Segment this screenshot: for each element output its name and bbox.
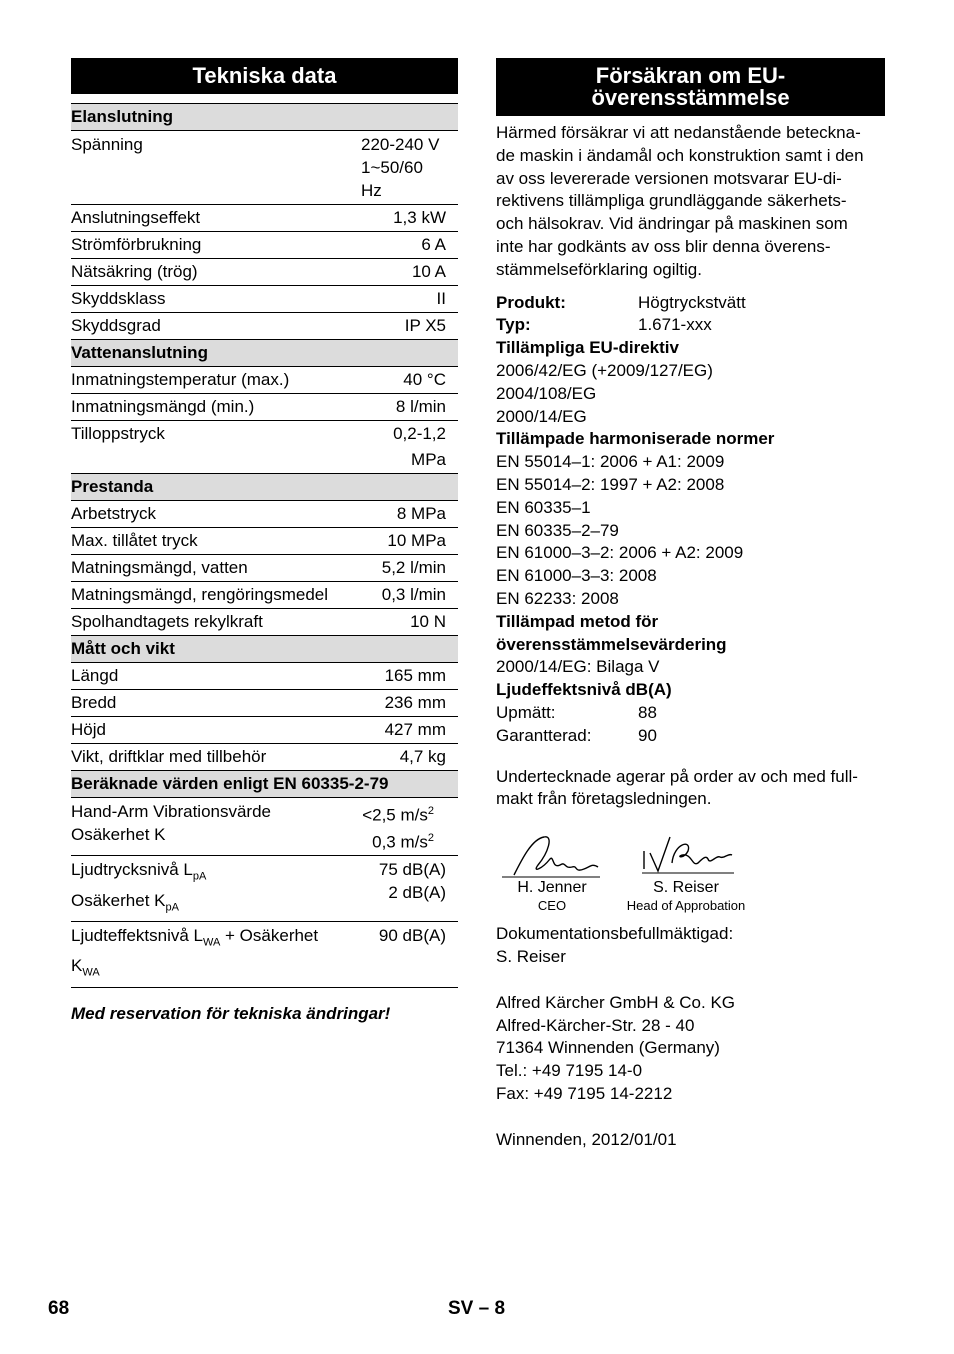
method-value: 2000/14/EG: Bilaga V <box>496 657 660 677</box>
technical-changes-note: Med reservation för tekniska ändringar! <box>71 1003 391 1023</box>
section-header-label: Beräknade värden enligt EN 60335-2-79 <box>71 771 458 798</box>
doc-name: S. Reiser <box>496 946 566 966</box>
text-line: EN 60335–2–79 <box>496 520 619 540</box>
table-row <box>71 232 458 259</box>
eu-declaration-title: Försäkran om EU- överensstämmelse <box>496 58 885 116</box>
norms-header: Tillämpade harmoniserade normer <box>496 429 775 449</box>
table-row <box>71 286 458 313</box>
technical-data-title: Tekniska data <box>71 58 458 94</box>
product-info <box>496 292 885 748</box>
spec-label: Bredd <box>71 690 361 717</box>
doc-label: Dokumentationsbefullmäktigad: <box>496 924 734 944</box>
table-row <box>71 663 458 690</box>
spec-value: 10 N <box>361 609 458 636</box>
text-line: stämmelseförklaring ogiltig. <box>496 259 702 279</box>
company-address <box>496 992 885 1106</box>
spec-label: Strömförbrukning <box>71 232 361 259</box>
section-header <box>71 771 458 798</box>
spec-label: Höjd <box>71 717 361 744</box>
signatures <box>496 829 885 919</box>
section-header-label: Vattenanslutning <box>71 340 458 367</box>
text-line: Alfred Kärcher GmbH & Co. KG <box>496 992 736 1012</box>
spec-value: 40 °C <box>361 367 458 394</box>
table-row <box>71 717 458 744</box>
text-line: makt från företagsledningen. <box>496 789 712 809</box>
section-header <box>71 474 458 501</box>
spec-label: Tilloppstryck <box>71 421 361 474</box>
spec-label: Skyddsgrad <box>71 313 361 340</box>
declaration-intro <box>496 122 885 282</box>
section-header-label: Prestanda <box>71 474 458 501</box>
signer-reiser: S. Reiser Head of Approbation <box>626 879 746 914</box>
spec-label: Anslutningseffekt <box>71 205 361 232</box>
spec-value: 0,2-1,2 MPa <box>361 421 458 474</box>
norms-list <box>496 451 885 611</box>
table-row <box>71 856 458 922</box>
text-line: Undertecknade agerar på order av och med full- <box>496 766 858 786</box>
table-row <box>71 528 458 555</box>
text-line: Alfred-Kärcher-Str. 28 - 40 <box>496 1015 695 1035</box>
table-row <box>71 313 458 340</box>
text-line: EN 55014–1: 2006 + A1: 2009 <box>496 452 725 472</box>
sound-pressure-value: 75 dB(A) <box>378 860 446 880</box>
technical-data-column <box>71 58 458 1024</box>
page-number: 68 <box>48 1298 70 1319</box>
uncertainty-kpa-label: Osäkerhet $K_{pA}$ <box>71 890 179 914</box>
text-line: Tel.: +49 7195 14-0 <box>496 1061 643 1081</box>
text-line: Härmed försäkrar vi att nedanstående beteckna- <box>496 123 861 142</box>
table-row <box>71 798 458 856</box>
table-row <box>71 421 458 474</box>
spec-label: Inmatningstemperatur (max.) <box>71 367 361 394</box>
section-header-label: Elanslutning <box>71 104 458 131</box>
measured-row: Upmätt: 88 <box>496 702 657 722</box>
type-row: Typ: 1.671-xxx <box>496 315 712 335</box>
guaranteed-row: Garantterad: 90 <box>496 725 657 745</box>
spec-value: 0,3 l/min <box>361 582 458 609</box>
spec-label: Längd <box>71 663 361 690</box>
spec-value: 8 l/min <box>361 394 458 421</box>
vibration-label: Hand-Arm Vibrationsvärde <box>71 802 271 821</box>
text-line: EN 62233: 2008 <box>496 588 619 608</box>
spec-value: II <box>361 286 458 313</box>
directives-list <box>496 360 885 428</box>
table-row <box>71 367 458 394</box>
spec-label: Matningsmängd, rengöringsmedel <box>71 582 361 609</box>
section-label: SV – 8 <box>448 1298 506 1319</box>
table-row <box>71 690 458 717</box>
uncertainty-k-value: 0,3 $m/s^2$ <box>372 831 434 852</box>
text-line: rektivens tillämpliga grundläggande säkerhets- <box>496 191 847 211</box>
spec-label: Vikt, driftklar med tillbehör <box>71 744 361 771</box>
table-row <box>71 131 458 205</box>
spec-value: IP X5 <box>361 313 458 340</box>
sound-power-k-label: $K_{WA}$ <box>71 956 100 979</box>
spec-label: Inmatningsmängd (min.) <box>71 394 361 421</box>
text-line: inte har godkänts av oss blir denna överens- <box>496 236 831 256</box>
spec-value: 220-240 V 1~50/60 Hz <box>361 131 458 205</box>
table-row <box>71 259 458 286</box>
spec-label: Spolhandtagets rekylkraft <box>71 609 361 636</box>
table-row <box>71 394 458 421</box>
text-line: 71364 Winnenden (Germany) <box>496 1038 720 1058</box>
section-header <box>71 636 458 663</box>
uncertainty-kpa-value: 2 dB(A) <box>388 883 446 903</box>
spec-label: Arbetstryck <box>71 501 361 528</box>
directives-header: Tillämpliga EU-direktiv <box>496 338 679 358</box>
eu-declaration-column <box>496 58 885 1151</box>
spec-label: Nätsäkring (trög) <box>71 259 361 286</box>
table-row <box>71 922 458 988</box>
text-line: EN 60335–1 <box>496 497 591 517</box>
table-row <box>71 555 458 582</box>
sound-power-value: 90 dB(A) <box>378 926 446 946</box>
text-line: EN 55014–2: 1997 + A2: 2008 <box>496 474 725 494</box>
spec-label: Skyddsklass <box>71 286 361 313</box>
section-header <box>71 340 458 367</box>
text-line: 2006/42/EG (+2009/127/EG) <box>496 360 713 380</box>
table-row <box>71 501 458 528</box>
text-line: EN 61000–3–2: 2006 + A2: 2009 <box>496 543 744 563</box>
text-line: av oss levererade versionen motsvarar EU-di- <box>496 168 842 188</box>
sound-header: Ljudeffektsnivå dB(A) <box>496 680 672 700</box>
text-line: och hälsokrav. Vid ändringar på maskinen som <box>496 214 848 234</box>
spec-value: 165 mm <box>361 663 458 690</box>
spec-value: 6 A <box>361 232 458 259</box>
spec-value: 10 A <box>361 259 458 286</box>
signers-text <box>496 766 885 812</box>
spec-value: 5,2 l/min <box>361 555 458 582</box>
spec-value: 10 MPa <box>361 528 458 555</box>
spec-label: Spänning <box>71 131 361 205</box>
sound-power-label: Ljudteffektsnivå $L_{WA}$ + Osäkerhet <box>71 926 319 949</box>
text-line: 2004/108/EG <box>496 383 597 403</box>
uncertainty-k-label: Osäkerhet K <box>71 825 166 844</box>
table-row <box>71 205 458 232</box>
section-header-label: Mått och vikt <box>71 636 458 663</box>
table-row <box>71 609 458 636</box>
table-row <box>71 582 458 609</box>
section-header <box>71 104 458 131</box>
product-row: Produkt: Högtryckstvätt <box>496 292 746 312</box>
spec-value: 1,3 kW <box>361 205 458 232</box>
text-line: de maskin i ändamål och konstruktion samt i den <box>496 145 864 165</box>
spec-value: 4,7 kg <box>361 744 458 771</box>
table-row <box>71 744 458 771</box>
technical-data-table <box>71 103 458 988</box>
spec-label: Max. tillåtet tryck <box>71 528 361 555</box>
spec-value: 236 mm <box>361 690 458 717</box>
spec-value: 8 MPa <box>361 501 458 528</box>
signer-jenner: H. Jenner CEO <box>517 879 587 914</box>
method-header: Tillämpad metod för överensstämmelsevärdering <box>496 611 727 654</box>
text-line: EN 61000–3–3: 2008 <box>496 566 657 586</box>
spec-value: 427 mm <box>361 717 458 744</box>
vibration-value: <2,5 $m/s^2$ <box>362 805 434 825</box>
text-line: Fax: +49 7195 14-2212 <box>496 1083 673 1103</box>
spec-label: Matningsmängd, vatten <box>71 555 361 582</box>
sound-pressure-label: Ljudtrycksnivå $L_{pA}$ <box>71 860 207 883</box>
place-date: Winnenden, 2012/01/01 <box>496 1129 677 1149</box>
text-line: 2000/14/EG <box>496 406 587 426</box>
